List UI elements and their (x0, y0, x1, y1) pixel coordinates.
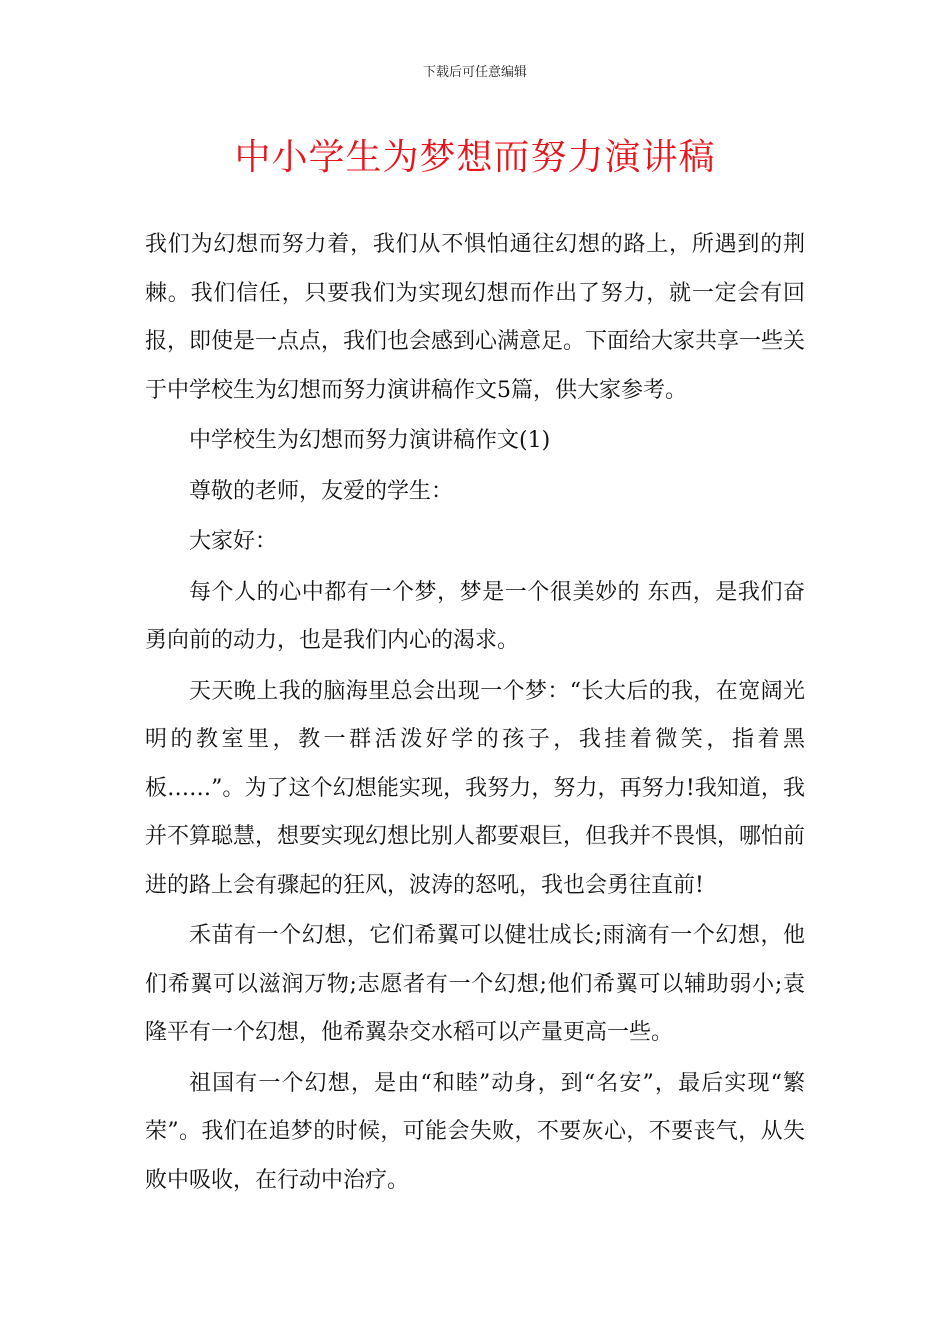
header-note: 下载后可任意编辑 (422, 65, 527, 80)
document-title: 中小学生为梦想而努力演讲稿 (234, 137, 716, 178)
body-paragraph: 禾苗有一个幻想，它们希翼可以健壮成长;雨滴有一个幻想，他们希翼可以滋润万物;志愿者有一个幻想;他们希翼可以辅助弱小;袁隆平有一个幻想，他希翼杂交水稻可以产量更高一些。 (145, 923, 805, 1045)
section-heading: 中学校生为幻想而努力演讲稿作文(1) (189, 428, 551, 453)
greeting: 大家好： (189, 529, 278, 554)
salutation: 尊敬的老师，友爱的学生： (189, 478, 454, 504)
body-paragraph: 每个人的心中都有一个梦，梦是一个很美妙的 东西，是我们奋勇向前的动力，也是我们内心的渴求。 (145, 579, 805, 653)
body-paragraph: 天天晚上我的脑海里总会出现一个梦：“长大后的我，在宽阔光明的教室里，教一群活泼好学的孩子，我挂着微笑，指着黑板……”。为了这个幻想能实现，我努力，努力，再努力!我知道，我并不算聪慧，想要实现幻想比别人都要艰巨，但我并不畏惧，哪怕前进的路上会有骤起的狂风，波涛的怒吼，我也会勇往直前! (145, 678, 806, 898)
body-paragraph: 祖国有一个幻想，是由“和睦”动身，到“名安”，最后实现“繁荣”。我们在追梦的时候，可能会失败，不要灰心，不要丧气，从失败中吸收，在行动中治疗。 (145, 1070, 805, 1193)
document-body (145, 221, 805, 1205)
intro-paragraph: 我们为幻想而努力着，我们从不惧怕通往幻想的路上，所遇到的荆棘。我们信任，只要我们为实现幻想而作出了努力，就一定会有回报，即使是一点点，我们也会感到心满意足。下面给大家共享一些关于中学校生为幻想而努力演讲稿作文5篇，供大家参考。 (145, 232, 806, 403)
